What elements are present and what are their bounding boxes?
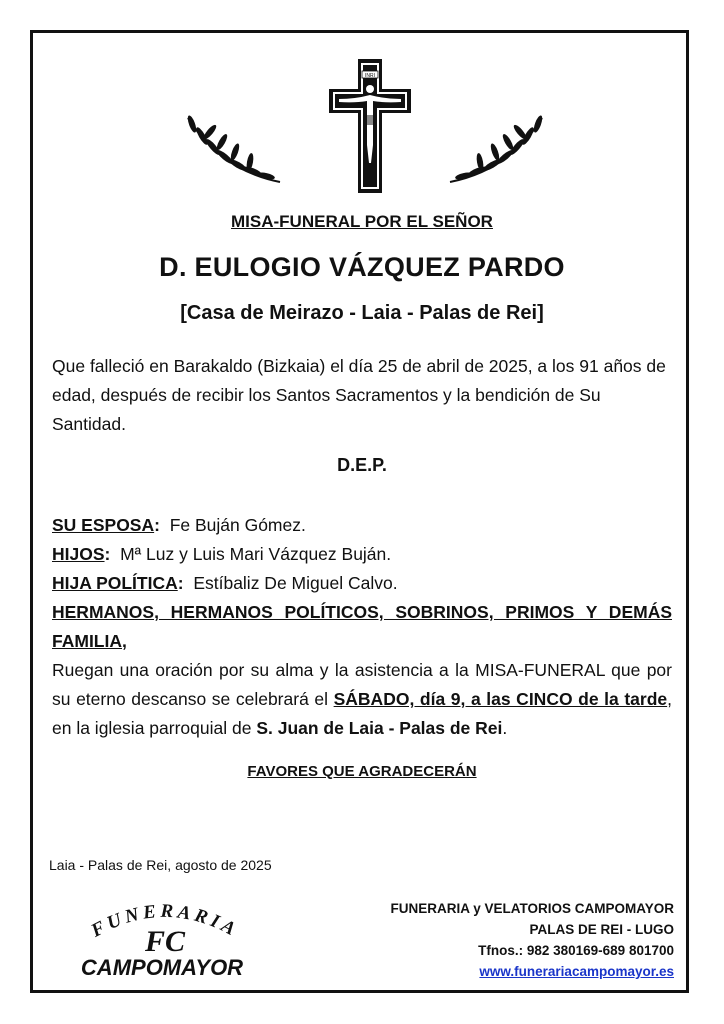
daughter-in-law-label: HIJA POLÍTICA (52, 573, 178, 593)
deceased-name: D. EULOGIO VÁZQUEZ PARDO (159, 252, 565, 282)
children-line: HIJOS: Mª Luz y Luis Mari Vázquez Buján. (52, 544, 392, 564)
spouse-line: SU ESPOSA: Fe Buján Gómez. (52, 515, 306, 535)
logo-brand: CAMPOMAYOR (80, 955, 244, 980)
spouse-label: SU ESPOSA (52, 515, 155, 535)
contact-phones: Tfnos.: 982 380169-689 801700 (478, 943, 674, 958)
daughter-in-law-line: HIJA POLÍTICA: Estíbaliz De Miguel Calvo. (52, 573, 398, 593)
mass-date: SÁBADO, día 9, a las CINCO de la tarde (333, 689, 668, 709)
place-date: Laia - Palas de Rei, agosto de 2025 (49, 857, 272, 873)
intro-paragraph: Que falleció en Barakaldo (Bizkaia) el día 25 de abril de 2025, a los 91 años de edad, después de recibir los Santos Sacramentos y la bendición de Su Santidad. (52, 356, 666, 434)
contact-city: PALAS DE REI - LUGO (529, 922, 674, 937)
children-label: HIJOS (52, 544, 105, 564)
spouse-value: Fe Buján Gómez. (169, 515, 306, 535)
favors-line: FAVORES QUE AGRADECERÁN (247, 763, 477, 780)
request-text-2: , en la iglesia parroquial de (52, 689, 673, 738)
request-paragraph (52, 656, 672, 743)
family-label: HERMANOS, HERMANOS POLÍTICOS, SOBRINOS, PRIMOS Y DEMÁS FAMILIA (52, 602, 672, 651)
dep-label: D.E.P. (337, 455, 387, 475)
daughter-in-law-value: Estíbaliz De Miguel Calvo. (193, 573, 398, 593)
family-suffix: , (122, 631, 127, 651)
church-name: S. Juan de Laia - Palas de Rei (256, 718, 503, 738)
crucifix-icon (325, 55, 415, 197)
request-text-3: . (502, 718, 508, 738)
deceased-house: [Casa de Meirazo - Laia - Palas de Rei] (180, 302, 544, 324)
svg-text:INRI: INRI (365, 73, 375, 79)
notice-heading: MISA-FUNERAL POR EL SEÑOR (231, 212, 493, 231)
children-value: Mª Luz y Luis Mari Vázquez Buján. (120, 544, 392, 564)
request-text-1: Ruegan una oración por su alma y la asistencia a la MISA-FUNERAL que por su eterno descanso se celebrará el (52, 660, 672, 709)
contact-block (390, 898, 674, 982)
relatives-block (52, 511, 672, 743)
funeral-home-logo (50, 893, 280, 983)
logo-monogram: FC (144, 925, 186, 958)
contact-company: FUNERARIA y VELATORIOS CAMPOMAYOR (390, 901, 674, 916)
right-laurel-branch-icon (440, 110, 550, 190)
left-laurel-branch-icon (180, 110, 290, 190)
logo-arc-text: FUNERARIA (87, 900, 243, 942)
contact-website-link[interactable]: www.funerariacampomayor.es (479, 964, 674, 979)
family-line (52, 598, 672, 656)
